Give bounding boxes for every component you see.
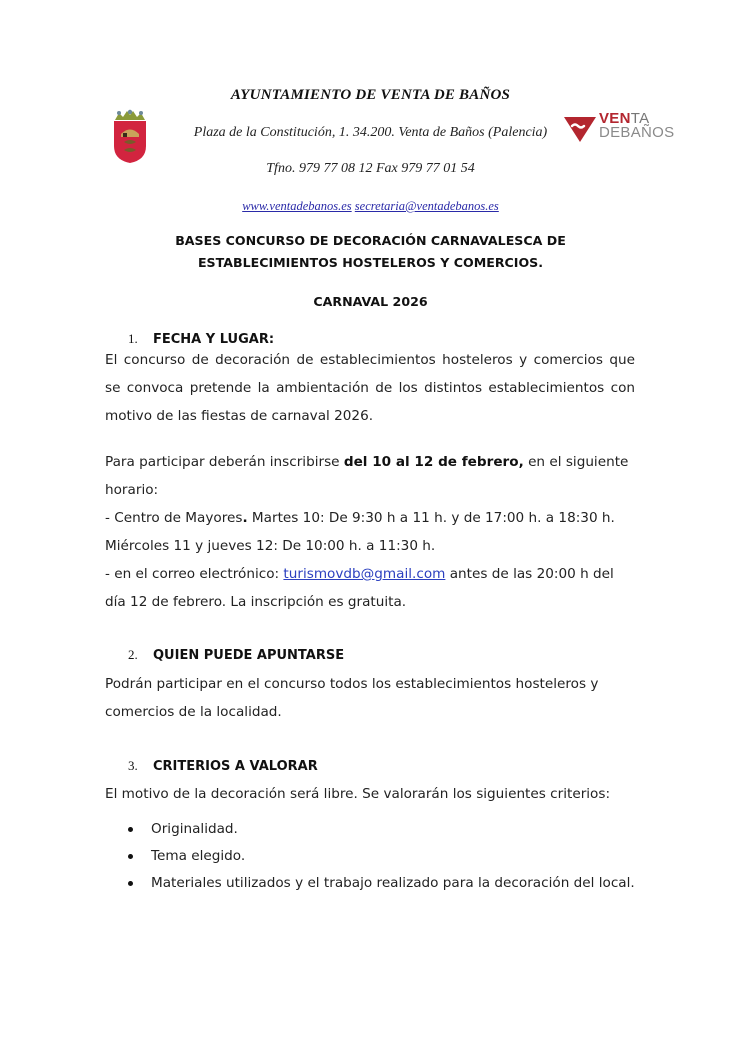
criteria-list [128,816,638,897]
institution-phone-fax: Tfno. 979 77 08 12 Fax 979 77 01 54 [266,161,475,176]
registration-dates: del 10 al 12 de febrero, [343,454,524,470]
website-link[interactable]: www.ventadebanos.es [242,199,352,213]
criteria-item [128,816,638,843]
registration-text-end: en el siguiente horario: [105,454,629,498]
section-number: 2. [128,647,138,662]
schedule-hours-tuesday: Martes 10: De 9:30 h a 11 h. y de 17:00 h. a 18:30 h. [247,510,615,526]
section-title: CRITERIOS A VALORAR [153,759,318,774]
bullet-icon [128,881,133,886]
bullet-icon [128,827,133,832]
brand-text [599,112,674,140]
document-subtitle: CARNAVAL 2026 [313,294,428,309]
brand-triangle-icon [563,114,597,144]
schedule-location: - Centro de Mayores [105,510,243,526]
section-1-heading [128,331,274,347]
schedule-line-2: Miércoles 11 y jueves 12: De 10:00 h. a 11:30 h. [105,538,436,554]
institution-links [0,199,741,214]
schedule-line-1 [105,510,615,526]
section-1-registration [105,448,635,616]
document-title-line-2: ESTABLECIMIENTOS HOSTELEROS Y COMERCIOS. [197,255,544,270]
section-3-text: El motivo de la decoración será libre. Se valorarán los siguientes criterios: [105,786,611,802]
secretaria-email-link[interactable]: secretaria@ventadebanos.es [354,199,499,213]
email-registration-post: antes de las 20:00 h del día 12 de febrero. La inscripción es gratuita. [105,566,614,610]
brand-debanos: DEBAÑOS [599,124,675,141]
brand-venta-light: TA [630,110,650,127]
section-2-text: Podrán participar en el concurso todos los establecimientos hosteleros y comercios de la localidad. [105,676,599,720]
section-number: 3. [128,758,138,773]
institution-address: Plaza de la Constitución, 1. 34.200. Venta de Baños (Palencia) [193,125,548,140]
section-2-heading [128,647,344,663]
document-title-line-1: BASES CONCURSO DE DECORACIÓN CARNAVALESCA DE [175,233,566,248]
bullet-icon [128,854,133,859]
email-registration [105,566,614,610]
institution-name: AYUNTAMIENTO DE VENTA DE BAÑOS [230,87,511,103]
criteria-text: Tema elegido. [151,848,246,864]
criteria-item [128,843,638,870]
section-1-intro: El concurso de decoración de establecimientos hosteleros y comercios que se convoca pretende la ambientación de los distintos establecimientos con motivo de las fiestas de carnaval 2026. [105,352,635,424]
section-3-heading [128,758,318,774]
brand-venta-bold: VEN [599,110,631,127]
email-registration-pre: - en el correo electrónico: [105,566,284,582]
section-number: 1. [128,331,138,346]
criteria-text: Originalidad. [151,821,238,837]
schedule-period: . [242,510,248,526]
registration-email-link[interactable]: turismovdb@gmail.com [283,566,446,582]
section-title: QUIEN PUEDE APUNTARSE [153,648,345,663]
section-title: FECHA Y LUGAR: [153,332,275,347]
venta-de-banos-logo [563,112,688,144]
criteria-item [128,870,638,897]
criteria-text: Materiales utilizados y el trabajo realizado para la decoración del local. [151,875,635,891]
registration-text: Para participar deberán inscribirse [105,454,344,470]
